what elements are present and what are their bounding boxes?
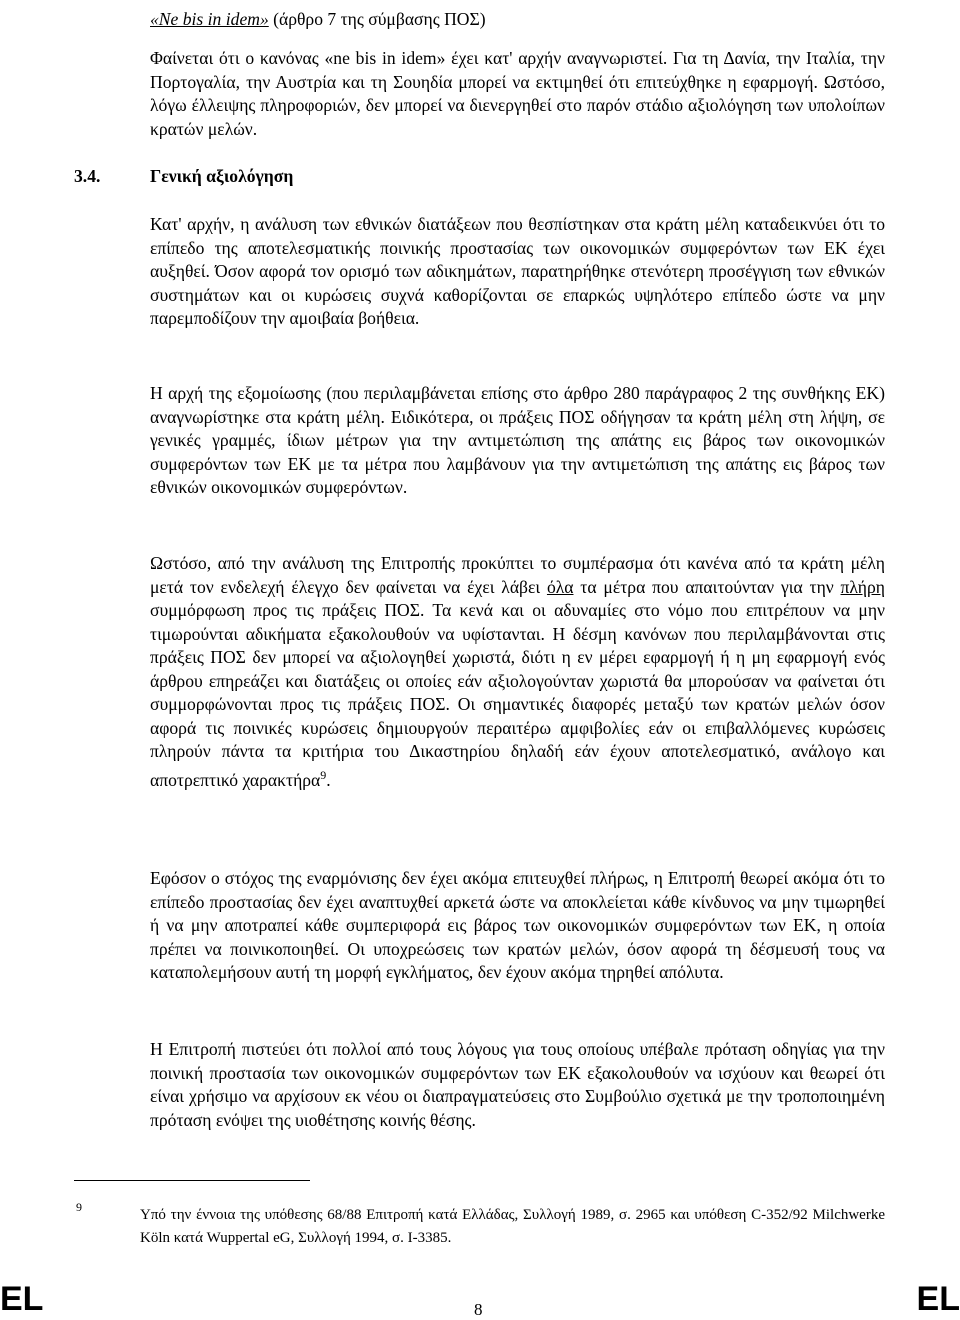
language-code-right: EL bbox=[916, 1280, 960, 1318]
paragraph-4-text bbox=[150, 552, 885, 792]
footnote-number: 9 bbox=[76, 1200, 82, 1214]
paragraph-6-text: Η Επιτροπή πιστεύει ότι πολλοί από τους λόγους για τους οποίους υπέβαλε πρόταση οδηγίας για την ποινική προστασία των οικονομικών συμφερόντων των ΕΚ εξακολουθούν να ισχύουν και θεωρεί ότι είναι χρήσιμο να αρχίσουν εκ νέου οι διαπραγματεύσεις στο Συμβούλιο σχετικά με την τροποποιημένη πρόταση ενόψει της υιοθέτησης κοινής θέσης. bbox=[150, 1039, 885, 1130]
underlined-pliri: πλήρη bbox=[840, 576, 885, 597]
paragraph-3-text: Η αρχή της εξομοίωσης (που περιλαμβάνεται επίσης στο άρθρο 280 παράγραφος 2 της συνθήκης ΕΚ) αναγνωρίστηκε στα κράτη μέλη. Ειδικότερα, οι πράξεις ΠΟΣ οδήγησαν τα κράτη μέλη στη λήψη, σε γενικές γραμμές, ίδιων μέτρων για την αντιμετώπιση της απάτης εις βάρος των οικονομικών συμφερόντων των ΕΚ με τα μέτρα που λαμβάνουν για την αντιμετώπιση της απάτης εις βάρος των εθνικών οικονομικών συμφερόντων. bbox=[150, 383, 885, 497]
footnote-divider bbox=[74, 1180, 310, 1181]
paragraph-4-part3: συμμόρφωση προς τις πράξεις ΠΟΣ. Τα κενά και οι αδυναμίες στο νόμο που επιτρέπουν να μην τιμωρούνται αδικήματα εξακολουθούν να υφίστανται. Η δέσμη κανόνων που περιλαμβάνονται στις πράξεις ΠΟΣ δεν μπορεί να αξιολογηθεί χωριστά, διότι η εν μέρει εφαρμογή ή η μη εφαρμογή ενός άρθρου επηρεάζει και διατάξεις οι οποίες εάν αξιολογούνταν χωριστά θα μπορούσαν να φαίνεται ότι συμμορφώνονται προς τις πράξεις ΠΟΣ. Οι σημαντικές διαφορές μεταξύ των κρατών μελών όσον αφορά τις ποινικές κυρώσεις δημιουργούν περαιτέρω αμφιβολίες εάν οι επιβαλλόμενες κυρώσεις πληρούν πάντα τα κριτήρια του Δικαστηρίου δηλαδή εάν έχουν αποτελεσματικό, ανάλογο και αποτρεπτικό χαρακτήρα bbox=[150, 600, 885, 790]
footnote-reference[interactable]: 9 bbox=[320, 767, 327, 782]
paragraph-commission-analysis bbox=[150, 552, 885, 792]
underlined-ola: όλα bbox=[546, 576, 574, 597]
section-heading bbox=[150, 8, 885, 31]
paragraph-harmonisation bbox=[150, 867, 885, 985]
paragraph-5-text: Εφόσον ο στόχος της εναρμόνισης δεν έχει ακόμα επιτευχθεί πλήρως, η Επιτροπή θεωρεί ακόμα ότι το επίπεδο προστασίας δεν έχει αναπτυχθεί αρκετά ώστε να αποκλείεται κάθε κίνδυνος να μην τιμωρηθεί ή να μην αποτραπεί κάθε συμπεριφορά εις βάρος των οικονομικών συμφερόντων των ΕΚ, η οποία πρέπει να ποινικοποιηθεί. Οι υποχρεώσεις των κρατών μελών, όσον αφορά τη δέσμευσή τους να καταπολεμήσουν αυτή τη μορφή εγκλήματος, δεν έχουν ακόμα τηρηθεί απόλυτα. bbox=[150, 868, 885, 982]
paragraph-1-text: Φαίνεται ότι ο κανόνας «ne bis in idem» έχει κατ' αρχήν αναγνωριστεί. Για τη Δανία, την Ιταλία, την Πορτογαλία, την Αυστρία και τη Σουηδία μπορεί να εκτιμηθεί ότι επιτεύχθηκε η εφαρμογή. Ωστόσο, λόγω έλλειψης πληροφοριών, δεν μπορεί να διενεργηθεί στο παρόν στάδιο αξιολόγηση των υπολοίπων κρατών μελών. bbox=[150, 48, 885, 139]
paragraph-4-part1: Ωστόσο, από την ανάλυση της Επιτροπής προκύπτει το συμπέρασμα ότι κανένα από τα κράτη μέλη μετά τον ενδελεχή έλεγχο δεν φαίνεται να έχει λάβει bbox=[150, 553, 885, 597]
paragraph-assimilation-principle bbox=[150, 382, 885, 500]
paragraph-general-assessment bbox=[150, 213, 885, 331]
section-heading-italic: «Ne bis in idem» bbox=[150, 9, 269, 29]
heading-3-4 bbox=[74, 165, 294, 188]
section-heading-rest: (άρθρο 7 της σύμβασης ΠΟΣ) bbox=[268, 9, 486, 29]
paragraph-2-text: Κατ' αρχήν, η ανάλυση των εθνικών διατάξεων που θεσπίστηκαν στα κράτη μέλη καταδεικνύει ότι το επίπεδο της αποτελεσματικής ποινικής προστασίας των οικονομικών συμφερόντων των ΕΚ έχει αυξηθεί. Όσον αφορά τον ορισμό των αδικημάτων, παρατηρήθηκε στενότερη προσέγγιση των εθνικών συστημάτων και οι κυρώσεις συχνά καθορίζονται σε επαρκώς υψηλότερο επίπεδο ώστε να μην παρεμποδίζουν την αμοιβαία βοήθεια. bbox=[150, 214, 885, 328]
heading-number: 3.4. bbox=[74, 166, 101, 186]
heading-title: Γενική αξιολόγηση bbox=[150, 166, 294, 186]
paragraph-4-part2: τα μέτρα που απαιτούνταν για την bbox=[573, 576, 841, 597]
page-number: 8 bbox=[474, 1300, 483, 1319]
footnote-text: Υπό την έννοια της υπόθεσης 68/88 Επιτροπή κατά Ελλάδας, Συλλογή 1989, σ. 2965 και υπόθεση C-352/92 Milchwerke Köln κατά Wuppertal eG, Συλλογή 1994, σ. I-3385. bbox=[140, 1207, 885, 1246]
language-code-left: EL bbox=[0, 1280, 44, 1318]
paragraph-ne-bis-in-idem bbox=[150, 47, 885, 141]
paragraph-commission-belief bbox=[150, 1038, 885, 1132]
paragraph-4-end: . bbox=[326, 769, 331, 790]
